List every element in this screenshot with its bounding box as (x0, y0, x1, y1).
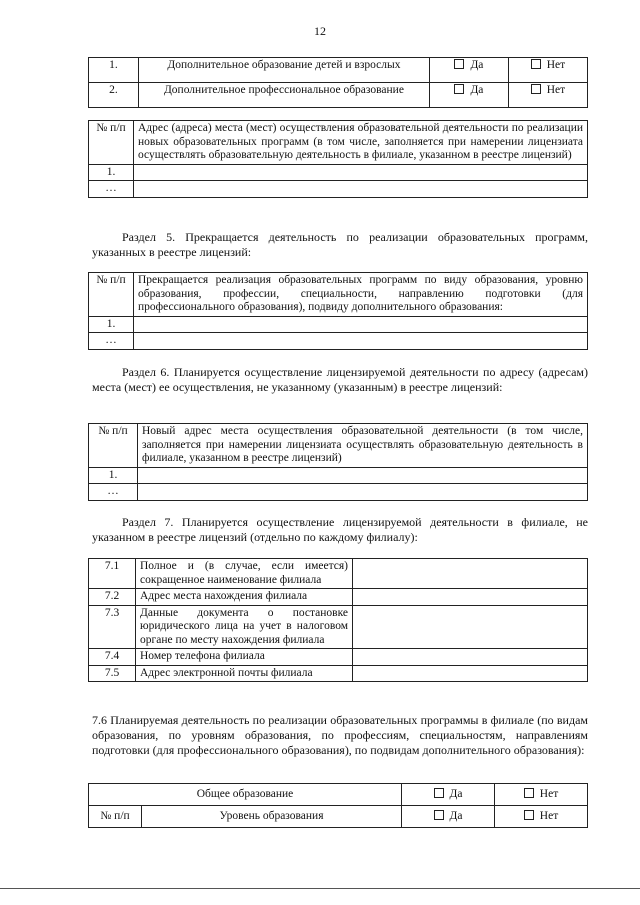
section-5-table (88, 272, 588, 350)
row-label: Адрес места нахождения филиала (136, 589, 353, 606)
row-value[interactable] (353, 665, 588, 682)
row-number: 1. (89, 164, 134, 181)
row-value[interactable] (353, 605, 588, 649)
section-7-6-title: 7.6 Планируемая деятельность по реализации образовательных программы в филиале (по видам образования, по уровням образования, по профессиям, специальностям, направлениям подготовки (для профессионального образования), по подвидам дополнительного образования): (92, 713, 588, 757)
row-number: 1. (89, 467, 138, 484)
row-label: Дополнительное профессиональное образование (138, 83, 429, 108)
table-row (89, 589, 588, 606)
header-text: Адрес (адреса) места (мест) осуществления образовательной деятельности по реализации новых образовательных программ (в том числе, заполняется при намерении лицензиата осуществлять образовательную деятельность в филиале, указанном в реестре лицензий) (134, 121, 588, 165)
row-number: № п/п (89, 806, 142, 828)
table-header-row (89, 273, 588, 317)
table-row (89, 784, 588, 806)
table-row (89, 649, 588, 666)
header-number: № п/п (89, 121, 134, 165)
row-value[interactable] (134, 316, 588, 333)
table-row (89, 467, 588, 484)
yes-option[interactable]: Да (402, 806, 495, 828)
row-value[interactable] (353, 589, 588, 606)
section-7-table (88, 558, 588, 682)
table-row (89, 484, 588, 501)
section-5-title: Раздел 5. Прекращается деятельность по реализации образовательных программ, указанных в реестре лицензий: (92, 230, 588, 259)
row-number: 7.4 (89, 649, 136, 666)
section-7-title: Раздел 7. Планируется осуществление лицензируемой деятельности в филиале, не указанном в реестре лицензий (отдельно по каждому филиалу): (92, 515, 588, 544)
row-value[interactable] (138, 467, 588, 484)
yes-option[interactable]: Да (402, 784, 495, 806)
row-label: Общее образование (89, 784, 402, 806)
table-row (89, 665, 588, 682)
checkbox-icon[interactable] (434, 810, 444, 820)
row-label: Уровень образования (142, 806, 402, 828)
table-row (89, 333, 588, 350)
row-label: Дополнительное образование детей и взрослых (138, 58, 429, 83)
row-number: 1. (89, 316, 134, 333)
table-row (89, 559, 588, 589)
row-value[interactable] (134, 164, 588, 181)
row-number: … (89, 181, 134, 198)
page-number: 12 (314, 24, 326, 38)
row-label: Полное и (в случае, если имеется) сокращенное наименование филиала (136, 559, 353, 589)
table-row (89, 806, 588, 828)
new-program-address-table (88, 120, 588, 198)
checkbox-icon[interactable] (531, 84, 541, 94)
row-label: Данные документа о постановке юридического лица на учет в налоговом органе по месту нахождения филиала (136, 605, 353, 649)
table-header-row (89, 121, 588, 165)
no-option[interactable]: Нет (508, 58, 587, 83)
yes-option[interactable]: Да (429, 58, 508, 83)
table-row (89, 164, 588, 181)
row-value[interactable] (138, 484, 588, 501)
table-row (89, 605, 588, 649)
row-value[interactable] (353, 559, 588, 589)
row-number: 7.3 (89, 605, 136, 649)
checkbox-icon[interactable] (531, 59, 541, 69)
row-number: 7.1 (89, 559, 136, 589)
checkbox-icon[interactable] (454, 59, 464, 69)
header-text: Новый адрес места осуществления образовательной деятельности (в том числе, заполняется при намерении лицензиата осуществлять образовательную деятельность в филиале, указанном в реестре лицензий) (138, 424, 588, 468)
row-value[interactable] (134, 181, 588, 198)
checkbox-icon[interactable] (434, 788, 444, 798)
no-option[interactable]: Нет (495, 806, 588, 828)
table-header-row (89, 424, 588, 468)
no-option[interactable]: Нет (495, 784, 588, 806)
row-number: … (89, 484, 138, 501)
table-row (89, 181, 588, 198)
checkbox-icon[interactable] (454, 84, 464, 94)
table-row (89, 83, 588, 108)
checkbox-icon[interactable] (524, 788, 534, 798)
header-number: № п/п (89, 273, 134, 317)
row-number: 1. (89, 58, 139, 83)
header-number: № п/п (89, 424, 138, 468)
page-bottom-divider (0, 888, 640, 889)
table-row (89, 316, 588, 333)
row-value[interactable] (134, 333, 588, 350)
table-row (89, 58, 588, 83)
checkbox-icon[interactable] (524, 810, 534, 820)
header-text: Прекращается реализация образовательных программ по виду образования, уровню образования, профессии, специальности, направлению подготовки (для профессионального образования), подвиду дополнительного образования: (134, 273, 588, 317)
yes-option[interactable]: Да (429, 83, 508, 108)
no-option[interactable]: Нет (508, 83, 587, 108)
row-number: … (89, 333, 134, 350)
row-number: 2. (89, 83, 139, 108)
row-value[interactable] (353, 649, 588, 666)
education-type-table (88, 57, 588, 108)
section-6-table (88, 423, 588, 501)
row-number: 7.5 (89, 665, 136, 682)
section-7-6-table (88, 783, 588, 828)
row-label: Адрес электронной почты филиала (136, 665, 353, 682)
row-number: 7.2 (89, 589, 136, 606)
row-label: Номер телефона филиала (136, 649, 353, 666)
section-6-title: Раздел 6. Планируется осуществление лицензируемой деятельности по адресу (адресам) места (мест) ее осуществления, не указанному (указанным) в реестре лицензий: (92, 365, 588, 394)
